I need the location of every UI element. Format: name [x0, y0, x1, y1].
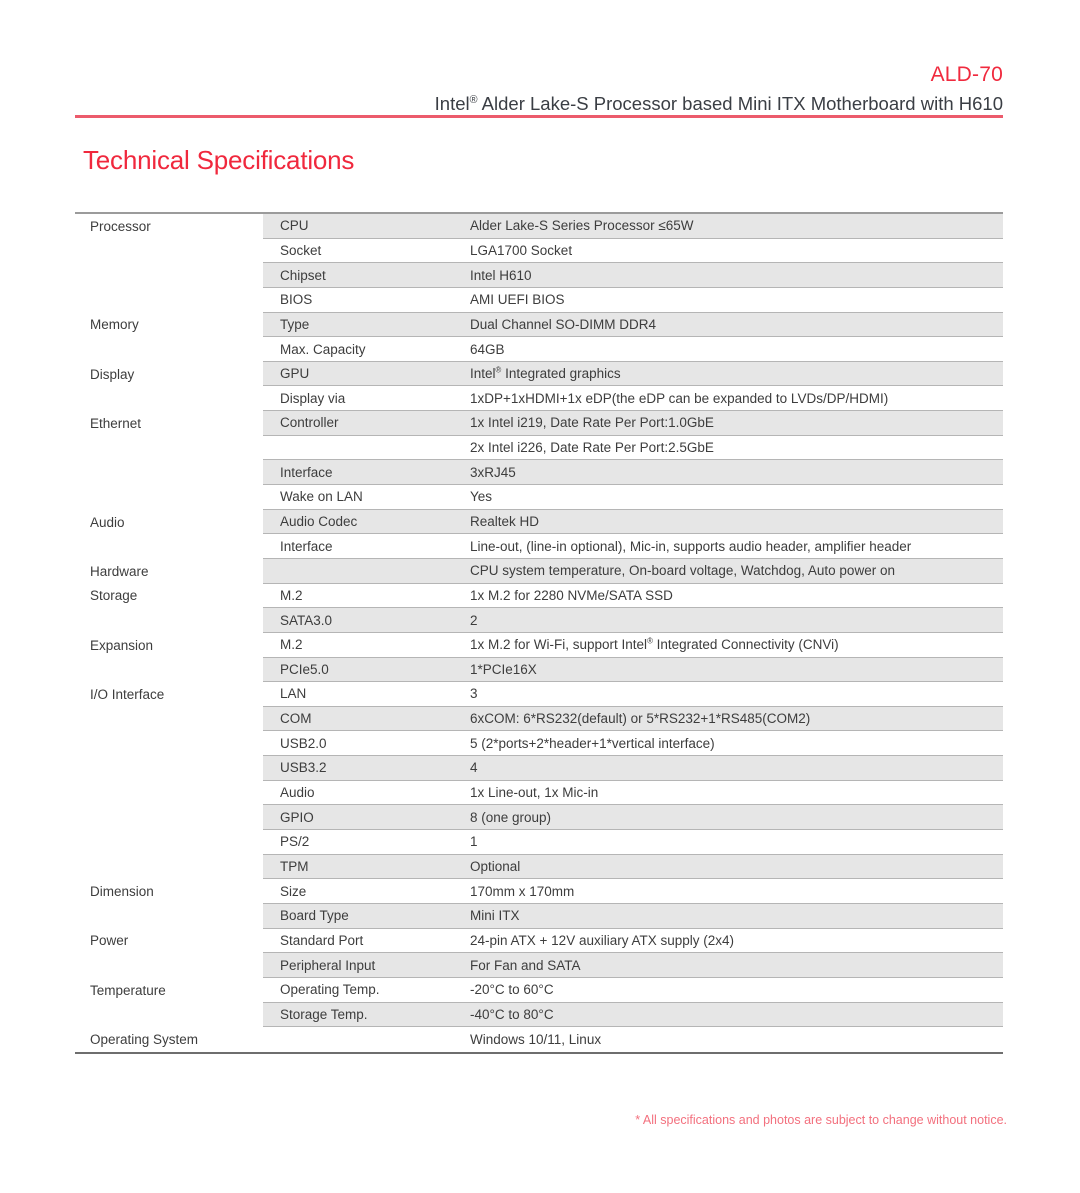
table-row — [75, 707, 1003, 732]
value-cell: 170mm x 170mm — [470, 883, 575, 899]
row-body — [263, 929, 1003, 954]
item-cell: COM — [280, 711, 312, 727]
row-body — [263, 756, 1003, 781]
category-cell: Expansion — [75, 633, 263, 658]
row-body — [263, 879, 1003, 904]
table-row — [75, 953, 1003, 978]
category-cell — [75, 953, 263, 978]
value-cell: Mini ITX — [470, 908, 520, 924]
item-cell: M.2 — [280, 587, 303, 603]
row-body — [263, 337, 1003, 362]
value-cell: 8 (one group) — [470, 809, 552, 825]
row-body — [263, 460, 1003, 485]
value-cell: LGA1700 Socket — [470, 242, 573, 258]
category-cell: Display — [75, 362, 263, 387]
item-cell: Chipset — [280, 267, 326, 283]
row-body — [263, 731, 1003, 756]
page-title: Technical Specifications — [83, 145, 355, 175]
row-body — [263, 386, 1003, 411]
value-cell: Dual Channel SO-DIMM DDR4 — [470, 316, 657, 332]
value-cell: 2x Intel i226, Date Rate Per Port:2.5GbE — [470, 440, 714, 456]
row-body — [263, 781, 1003, 806]
item-cell: CPU — [280, 218, 309, 234]
item-cell: BIOS — [280, 292, 313, 308]
table-row — [75, 731, 1003, 756]
value-cell: 64GB — [470, 341, 505, 357]
value-cell: Windows 10/11, Linux — [470, 1031, 602, 1047]
value-cell: 1*PCIe16X — [470, 661, 537, 677]
value-cell: 1x Intel i219, Date Rate Per Port:1.0GbE — [470, 415, 714, 431]
category-cell — [75, 436, 263, 461]
value-cell: 4 — [470, 760, 478, 776]
category-cell: Power — [75, 929, 263, 954]
category-cell — [75, 485, 263, 510]
item-cell: Size — [280, 883, 307, 899]
row-body — [263, 239, 1003, 264]
category-cell — [75, 288, 263, 313]
value-cell: Intel® Integrated graphics — [470, 365, 621, 382]
row-body — [263, 411, 1003, 436]
row-body — [263, 436, 1003, 461]
row-body — [263, 485, 1003, 510]
item-cell: Standard Port — [280, 932, 364, 948]
table-row — [75, 534, 1003, 559]
row-body — [263, 362, 1003, 387]
category-cell — [75, 263, 263, 288]
row-body — [263, 658, 1003, 683]
row-body — [263, 855, 1003, 880]
value-cell: CPU system temperature, On-board voltage, Watchdog, Auto power on — [470, 563, 895, 579]
category-cell — [75, 239, 263, 264]
value-cell: For Fan and SATA — [470, 957, 581, 973]
item-cell: PS/2 — [280, 834, 310, 850]
value-cell: 1x Line-out, 1x Mic-in — [470, 785, 599, 801]
row-body — [263, 559, 1003, 584]
table-row — [75, 263, 1003, 288]
value-cell: Alder Lake-S Series Processor ≤65W — [470, 218, 694, 234]
row-body — [263, 830, 1003, 855]
category-cell: Dimension — [75, 879, 263, 904]
table-row — [75, 756, 1003, 781]
category-cell — [75, 608, 263, 633]
header-subtitle: Intel® Alder Lake-S Processor based Mini ITX Motherboard with H610 — [434, 93, 1003, 114]
table-row — [75, 239, 1003, 264]
value-cell: AMI UEFI BIOS — [470, 292, 565, 308]
category-cell: Temperature — [75, 978, 263, 1003]
table-row — [75, 411, 1003, 436]
category-cell — [75, 386, 263, 411]
category-cell — [75, 337, 263, 362]
category-cell — [75, 756, 263, 781]
row-body — [263, 805, 1003, 830]
item-cell: TPM — [280, 858, 309, 874]
item-cell: Interface — [280, 464, 333, 480]
row-body — [263, 263, 1003, 288]
table-row — [75, 608, 1003, 633]
value-cell: Intel H610 — [470, 267, 532, 283]
row-body — [263, 707, 1003, 732]
value-cell: Line-out, (line-in optional), Mic-in, supports audio header, amplifier header — [470, 538, 912, 554]
item-cell: Audio Codec — [280, 514, 358, 529]
row-body — [263, 953, 1003, 978]
item-cell: Board Type — [280, 908, 349, 924]
value-cell: 1x M.2 for Wi-Fi, support Intel® Integrated Connectivity (CNVi) — [470, 636, 839, 653]
category-cell: Memory — [75, 313, 263, 338]
table-row — [75, 1003, 1003, 1028]
item-cell: USB2.0 — [280, 735, 327, 751]
category-cell: Ethernet — [75, 411, 263, 436]
category-cell: Hardware — [75, 559, 263, 584]
item-cell: Max. Capacity — [280, 341, 366, 357]
item-cell: Socket — [280, 242, 322, 258]
page-content — [75, 0, 1007, 1193]
value-cell: 24-pin ATX + 12V auxiliary ATX supply (2x4) — [470, 932, 735, 948]
value-cell: 1xDP+1xHDMI+1x eDP(the eDP can be expanded to LVDs/DP/HDMI) — [470, 390, 889, 406]
table-row — [75, 485, 1003, 510]
item-cell: GPU — [280, 366, 310, 382]
value-cell: 3xRJ45 — [470, 464, 516, 480]
row-body — [263, 978, 1003, 1003]
table-row — [75, 855, 1003, 880]
row-body — [263, 1027, 1003, 1052]
row-body — [263, 904, 1003, 929]
row-body — [263, 288, 1003, 313]
value-cell: Optional — [470, 858, 521, 874]
table-row — [75, 781, 1003, 806]
row-body — [263, 313, 1003, 338]
footer-note: * All specifications and photos are subject to change without notice. — [635, 1113, 1007, 1127]
table-row — [75, 362, 1003, 387]
item-cell: Wake on LAN — [280, 489, 363, 505]
category-cell — [75, 731, 263, 756]
row-body — [263, 534, 1003, 559]
table-row — [75, 1027, 1003, 1052]
table-row — [75, 805, 1003, 830]
category-cell: Operating System — [75, 1027, 263, 1052]
table-row — [75, 337, 1003, 362]
value-cell: Yes — [470, 489, 493, 505]
table-row — [75, 658, 1003, 683]
table-row — [75, 929, 1003, 954]
item-cell: Display via — [280, 390, 346, 406]
value-cell: 1 — [470, 834, 478, 850]
value-cell: 6xCOM: 6*RS232(default) or 5*RS232+1*RS485(COM2) — [470, 711, 811, 727]
item-cell: Interface — [280, 538, 333, 554]
table-row — [75, 978, 1003, 1003]
item-cell: Peripheral Input — [280, 957, 376, 973]
value-cell: 2 — [470, 612, 478, 628]
row-body — [263, 214, 1003, 239]
item-cell: Type — [280, 316, 310, 332]
category-cell — [75, 658, 263, 683]
item-cell: LAN — [280, 686, 307, 702]
category-cell — [75, 707, 263, 732]
item-cell: USB3.2 — [280, 760, 327, 776]
category-cell — [75, 855, 263, 880]
item-cell: GPIO — [280, 809, 314, 825]
row-body — [263, 633, 1003, 658]
item-cell: Operating Temp. — [280, 982, 380, 998]
row-body — [263, 510, 1003, 535]
category-cell: Storage — [75, 584, 263, 609]
row-body — [263, 608, 1003, 633]
value-cell: 5 (2*ports+2*header+1*vertical interface) — [470, 735, 715, 751]
row-body — [263, 1003, 1003, 1028]
category-cell — [75, 781, 263, 806]
table-row — [75, 510, 1003, 535]
category-cell — [75, 460, 263, 485]
row-body — [263, 584, 1003, 609]
table-row — [75, 313, 1003, 338]
category-cell — [75, 830, 263, 855]
item-cell: M.2 — [280, 637, 303, 653]
category-cell: I/O Interface — [75, 682, 263, 707]
header-divider — [75, 115, 1003, 118]
table-row — [75, 830, 1003, 855]
item-cell: Storage Temp. — [280, 1006, 368, 1022]
table-row — [75, 559, 1003, 584]
row-body — [263, 682, 1003, 707]
category-cell — [75, 805, 263, 830]
table-row — [75, 386, 1003, 411]
value-cell: 1x M.2 for 2280 NVMe/SATA SSD — [470, 587, 673, 603]
table-row — [75, 436, 1003, 461]
table-row — [75, 904, 1003, 929]
category-cell: Processor — [75, 214, 263, 239]
table-row — [75, 682, 1003, 707]
table-row — [75, 460, 1003, 485]
table-row — [75, 633, 1003, 658]
table-row — [75, 214, 1003, 239]
product-model: ALD-70 — [930, 63, 1003, 86]
value-cell: 3 — [470, 686, 478, 702]
table-row — [75, 879, 1003, 904]
item-cell: SATA3.0 — [280, 612, 333, 628]
category-cell — [75, 1003, 263, 1028]
spec-table — [75, 212, 1003, 1054]
value-cell: -20°C to 60°C — [470, 982, 554, 998]
category-cell — [75, 534, 263, 559]
item-cell: Audio — [280, 785, 315, 801]
item-cell: PCIe5.0 — [280, 661, 329, 677]
item-cell: Controller — [280, 415, 339, 431]
category-cell — [75, 904, 263, 929]
value-cell: -40°C to 80°C — [470, 1006, 554, 1022]
value-cell: Realtek HD — [470, 514, 540, 529]
table-row — [75, 288, 1003, 313]
category-cell: Audio — [75, 510, 263, 535]
table-row — [75, 584, 1003, 609]
